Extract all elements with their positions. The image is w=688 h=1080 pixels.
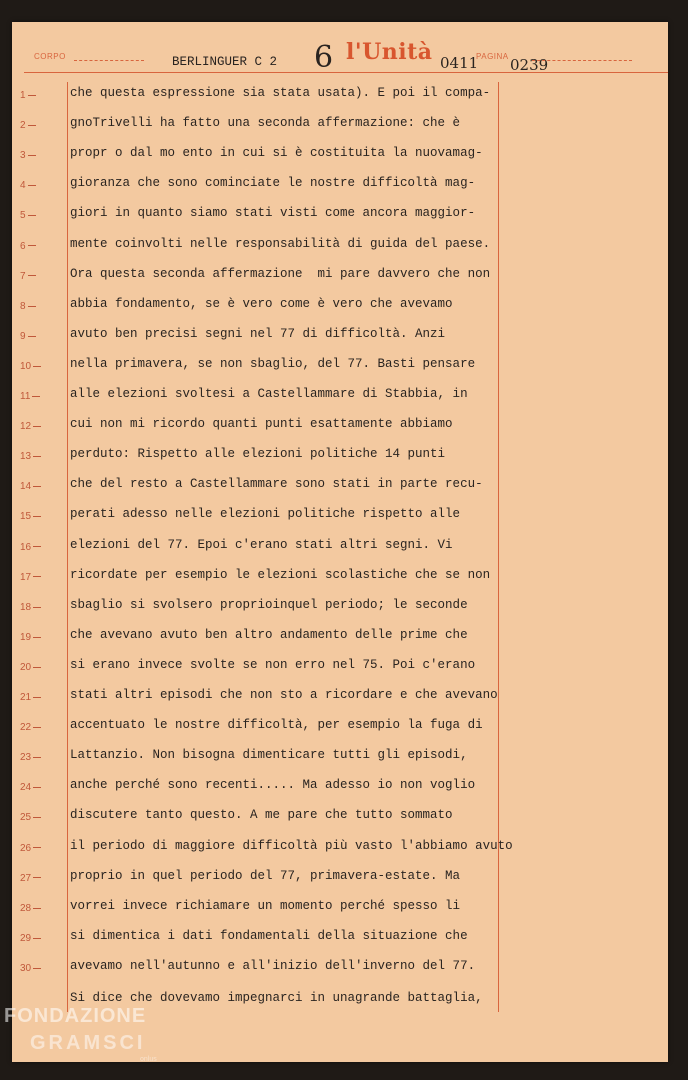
line-number-tick <box>28 245 36 246</box>
line-number <box>20 210 54 221</box>
line-number-label: 20 <box>20 661 32 673</box>
line-number <box>20 782 54 793</box>
typed-line: Ora questa seconda affermazione mi pare davvero che non <box>70 266 491 281</box>
typed-line: abbia fondamento, se è vero come è vero che avevamo <box>70 296 453 311</box>
line-number-label: 8 <box>20 300 26 312</box>
line-number-label: 2 <box>20 120 26 132</box>
corpo-dotted-field <box>74 60 144 61</box>
line-number <box>20 301 54 312</box>
line-number-label: 11 <box>20 391 31 402</box>
typed-line: avuto ben precisi segni nel 77 di difficoltà. Anzi <box>70 326 446 341</box>
typed-line: anche perché sono recenti..... Ma adesso io non voglio <box>70 778 476 793</box>
line-number-label: 26 <box>20 842 32 854</box>
line-number-label: 17 <box>20 571 32 583</box>
typed-line: che avevano avuto ben altro andamento delle prime che <box>70 627 468 642</box>
typed-line: ricordate per esempio le elezioni scolastiche che se non <box>70 567 491 582</box>
line-number-tick <box>28 275 36 276</box>
watermark-onlus: onlus <box>140 1056 157 1063</box>
typed-line: mente coinvolti nelle responsabilità di guida del paese. <box>70 236 491 251</box>
line-number-tick <box>33 968 41 969</box>
line-number-tick <box>33 908 41 909</box>
line-number-tick <box>32 396 40 397</box>
line-number-label: 18 <box>20 601 32 613</box>
line-number-tick <box>33 456 41 457</box>
line-number-label: 14 <box>20 481 32 493</box>
right-margin-rule <box>498 82 499 1012</box>
header-rule <box>24 72 668 73</box>
typed-line: gnoTrivelli ha fatto una seconda affermazione: che è <box>70 116 461 131</box>
line-number <box>20 391 54 402</box>
line-number-tick <box>33 486 41 487</box>
typed-line: stati altri episodi che non sto a ricordare e che avevano <box>70 688 498 702</box>
line-number-tick <box>33 847 41 848</box>
code-left: 0411 <box>440 54 479 72</box>
line-number-tick <box>33 697 41 698</box>
typed-line: gioranza che sono cominciate le nostre difficoltà mag- <box>70 176 476 191</box>
line-number <box>20 873 54 884</box>
typed-line: sbaglio si svolsero proprioinquel periodo; le seconde <box>70 597 468 612</box>
line-number <box>20 180 54 191</box>
line-number <box>20 933 54 944</box>
line-number-tick <box>28 125 36 126</box>
line-number <box>20 271 54 282</box>
line-number-tick <box>33 426 41 427</box>
line-number <box>20 632 54 643</box>
typed-line: Lattanzio. Non bisogna dimenticare tutti gli episodi, <box>70 748 468 763</box>
line-number <box>20 662 54 673</box>
line-number-tick <box>33 637 41 638</box>
line-number-tick <box>33 938 41 939</box>
line-number-label: 22 <box>20 722 32 734</box>
line-number-label: 30 <box>20 962 32 974</box>
line-number <box>20 903 54 914</box>
line-number <box>20 602 54 613</box>
line-number-tick <box>33 516 41 517</box>
line-number <box>20 421 54 432</box>
line-number <box>20 542 54 553</box>
line-number <box>20 722 54 733</box>
line-number-label: 28 <box>20 902 32 914</box>
unita-masthead: l'Unità <box>346 39 433 65</box>
typed-line: si dimentica i dati fondamentali della situazione che <box>70 928 468 943</box>
continuation-line: Si dice che dovevamo impegnarci in unagrande battaglia, <box>70 991 483 1005</box>
line-number <box>20 331 54 342</box>
typed-line: accentuato le nostre difficoltà, per esempio la fuga di <box>70 718 483 733</box>
typed-line: discutere tanto questo. A me pare che tutto sommato <box>70 808 453 823</box>
line-number-label: 1 <box>20 90 26 101</box>
line-number-label: 5 <box>20 210 26 222</box>
line-number-label: 7 <box>20 270 26 282</box>
line-number-label: 21 <box>20 692 32 703</box>
line-number <box>20 692 54 703</box>
typed-line: perati adesso nelle elezioni politiche rispetto alle <box>70 507 461 522</box>
typed-line: vorrei invece richiamare un momento perché spesso li <box>70 898 461 913</box>
line-number-tick <box>33 757 41 758</box>
watermark-gramsci: GRAMSCI <box>30 1032 146 1054</box>
line-number-label: 6 <box>20 240 26 252</box>
pagina-label: PAGINA <box>476 52 509 61</box>
line-number-label: 24 <box>20 782 32 794</box>
line-number <box>20 752 54 763</box>
line-number <box>20 481 54 492</box>
corpo-label: CORPO <box>34 52 66 61</box>
line-number <box>20 843 54 854</box>
pagina-dotted-field <box>532 60 632 61</box>
handwritten-page-number: 6 <box>314 40 334 75</box>
line-number-tick <box>33 607 41 608</box>
line-number-tick <box>28 336 36 337</box>
line-number-tick <box>33 546 41 547</box>
line-number-label: 15 <box>20 511 32 523</box>
speaker-heading: BERLINGUER C 2 <box>172 55 278 69</box>
line-number-label: 9 <box>20 330 26 342</box>
line-number-label: 16 <box>20 541 32 553</box>
typed-line: proprio in quel periodo del 77, primavera-estate. Ma <box>70 868 461 883</box>
line-number-label: 19 <box>20 631 32 643</box>
line-number-label: 13 <box>20 451 32 463</box>
typed-line: si erano invece svolte se non erro nel 75. Poi c'erano <box>70 657 476 672</box>
line-number <box>20 511 54 522</box>
line-number <box>20 241 54 252</box>
left-margin-rule <box>67 82 68 1012</box>
typed-line: elezioni del 77. Epoi c'erano stati altri segni. Vi <box>70 537 453 552</box>
line-number-tick <box>33 817 41 818</box>
watermark-fondazione: FONDAZIONE <box>4 1005 147 1027</box>
line-number-tick <box>33 727 41 728</box>
typed-line: propr o dal mo ento in cui si è costituita la nuovamag- <box>70 146 483 161</box>
typed-line: che del resto a Castellammare sono stati in parte recu- <box>70 477 483 492</box>
line-number-label: 4 <box>20 180 26 192</box>
line-number-label: 12 <box>20 421 32 433</box>
typed-line: che questa espressione sia stata usata). E poi il compa- <box>70 86 491 100</box>
typed-line: cui non mi ricordo quanti punti esattamente abbiamo <box>70 417 453 432</box>
line-number-tick <box>33 787 41 788</box>
typed-line: il periodo di maggiore difficoltà più vasto l'abbiamo avuto <box>70 838 513 853</box>
line-number-label: 25 <box>20 812 32 824</box>
line-number <box>20 120 54 131</box>
line-number-label: 27 <box>20 872 32 884</box>
line-number-tick <box>28 306 36 307</box>
line-number-tick <box>28 185 36 186</box>
code-right: 0239 <box>510 56 549 74</box>
line-number-tick <box>28 215 36 216</box>
line-number-tick <box>33 877 41 878</box>
line-number <box>20 451 54 462</box>
line-number <box>20 812 54 823</box>
line-number <box>20 572 54 583</box>
line-number-label: 23 <box>20 752 32 764</box>
line-number-tick <box>33 576 41 577</box>
line-number-label: 3 <box>20 150 26 162</box>
line-number-tick <box>33 366 41 367</box>
typed-line: giori in quanto siamo stati visti come ancora maggior- <box>70 206 476 221</box>
line-number-tick <box>33 667 41 668</box>
typed-line: alle elezioni svoltesi a Castellammare di Stabbia, in <box>70 387 468 401</box>
typed-line: avevamo nell'autunno e all'inizio dell'inverno del 77. <box>70 958 476 973</box>
line-number-tick <box>28 95 36 96</box>
line-number <box>20 361 54 372</box>
line-number-label: 29 <box>20 932 32 944</box>
line-number-label: 10 <box>20 360 32 372</box>
line-number-tick <box>28 155 36 156</box>
typed-line: nella primavera, se non sbaglio, del 77. Basti pensare <box>70 356 476 371</box>
line-number <box>20 150 54 161</box>
line-number <box>20 963 54 974</box>
typed-line: perduto: Rispetto alle elezioni politiche 14 punti <box>70 447 446 462</box>
line-number <box>20 90 54 101</box>
